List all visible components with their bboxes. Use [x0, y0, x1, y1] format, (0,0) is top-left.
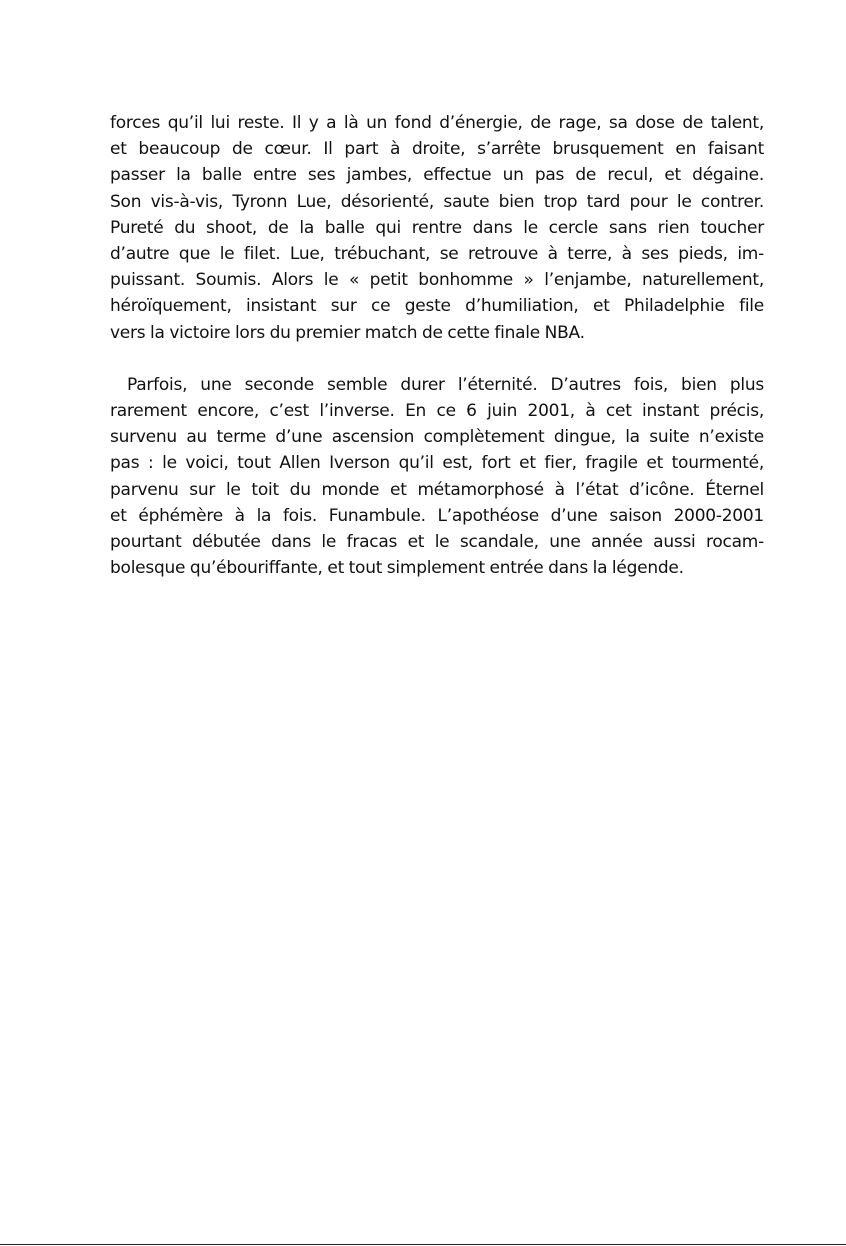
- text-line: Pureté du shoot, de la balle qui rentre dans le cercle sans rien toucher: [110, 217, 764, 238]
- text-line: pourtant débutée dans le fracas et le scandale, une année aussi rocam-: [110, 532, 764, 553]
- text-line: Parfois, une seconde semble durer l’éternité. D’autres fois, bien plus: [127, 374, 764, 395]
- text-line: forces qu’il lui reste. Il y a là un fond d’énergie, de rage, sa dose de talent,: [110, 113, 764, 133]
- paragraph-2: [110, 372, 764, 582]
- text-line: Son vis-à-vis, Tyronn Lue, désorienté, saute bien trop tard pour le contrer.: [110, 191, 764, 212]
- text-line: vers la victoire lors du premier match de cette finale NBA.: [110, 322, 585, 343]
- text-line: et beaucoup de cœur. Il part à droite, s’arrête brusquement en faisant: [110, 139, 764, 160]
- page-edge-line: [0, 1244, 846, 1245]
- text-line: d’autre que le filet. Lue, trébuchant, se retrouve à terre, à ses pieds, im-: [110, 244, 764, 265]
- text-line: survenu au terme d’une ascension complètement dingue, la suite n’existe: [110, 427, 764, 448]
- text-line: passer la balle entre ses jambes, effectue un pas de recul, et dégaine.: [110, 165, 764, 186]
- text-line: et éphémère à la fois. Funambule. L’apothéose d’une saison 2000-2001: [110, 505, 764, 526]
- text-line: rarement encore, c’est l’inverse. En ce 6 juin 2001, à cet instant précis,: [110, 401, 764, 422]
- paragraph-1: [110, 110, 764, 346]
- text-line: pas : le voici, tout Allen Iverson qu’il est, fort et fier, fragile et tourmenté,: [110, 453, 764, 474]
- text-line: bolesque qu’ébouriffante, et tout simplement entrée dans la légende.: [110, 558, 684, 579]
- text-line: parvenu sur le toit du monde et métamorphosé à l’état d’icône. Éternel: [110, 479, 764, 500]
- text-line: puissant. Soumis. Alors le « petit bonhomme » l’enjambe, naturellement,: [110, 270, 764, 291]
- text-line: héroïquement, insistant sur ce geste d’humiliation, et Philadelphie file: [110, 296, 764, 317]
- page-text: [110, 110, 764, 581]
